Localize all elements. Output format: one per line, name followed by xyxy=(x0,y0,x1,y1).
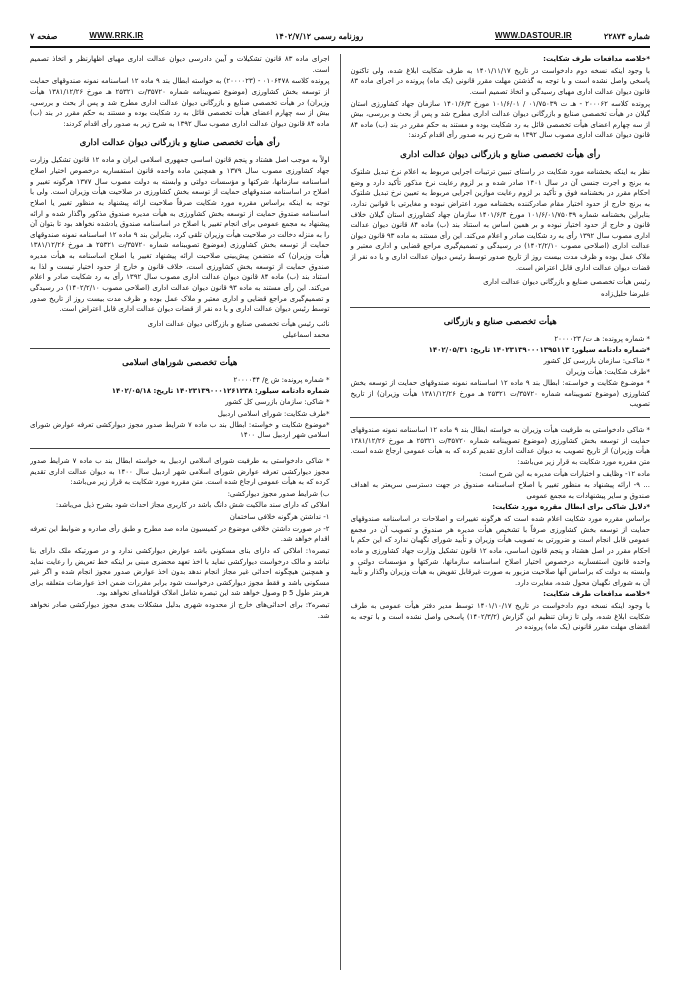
rrk-link[interactable]: WWW.RRK.IR xyxy=(89,30,144,40)
signature-title: نائب رئیس هیأت تخصصی صنایع و بازرگانی دیوان عدالت اداری xyxy=(147,319,330,328)
page-columns xyxy=(30,54,650,970)
paragraph: ۱- نداشتن هرگونه خلافی ساختمان xyxy=(229,513,330,521)
meta-divider xyxy=(350,417,650,418)
paragraph: املاکی که دارای سند مالکیت شش دانگ باشد در کاربری مجاز احداث شود بشرح ذیل می‌باشد: xyxy=(55,501,330,510)
plaintiff: * شاکی: سازمان بازرسی کل کشور xyxy=(225,398,330,407)
column-divider xyxy=(340,54,341,970)
header-left-group xyxy=(30,30,143,42)
ruling-text: اولاً به موجب اصل هشتاد و پنجم قانون اساسی جمهوری اسلامی ایران و ماده ۱۲ قانون تشکیل وزارت جهاد کشاورزی مصوب سال ۱۳۷۹ و همچنین ماده واحده قانون استفساریه درخصوص اختیار اصلاح اساسنامه سازمانها، شرکتها و مؤسسات دولتی و وابسته به دولت مصوب سال ۱۳۷۷ هرگونه تغییر و اصلاح در اساسنامه صندوقهای حمایت از توسعه بخش کشاورزی در صلاحیت هیأت وزیران است. ولی با توجه به اینکه براساس مقرره مورد شکایت صرفاً صلاحیت ارائه پیشنهاد به منظور تغییر یا اصلاح اساسنامه صندوق حمایت از توسعه بخش کشاورزی به هیأت مدیره صندوق مذکور واگذار شده و ارائه پیشنهاد به مجمع عمومی برای انجام تغییر یا اصلاح در اساسنامه صندوق یادشده نخواهد بود تا بتوان آن را به منزله دخالت در صلاحیت هیأت وزیران تلقی کرد، بنابراین بند ۹ ماده ۱۲ اساسنامه نمونه صندوقهای حمایت از توسعه بخش کشاورزی (موضوع تصویبنامه شماره ۳۵۷۲۰/ت ۲۵۳۲۱ هـ مورخ ۱۳۸۱/۱۲/۲۶ هیأت وزیران) که متضمن پیش‌بینی صلاحیت ارائه پیشنهاد تغییر یا اصلاح اساسنامه به هیأت مدیره صندوق حمایت از توسعه بخش کشاورزی است، خلاف قانون و خارج از حدود اختیار نیست و لذا به استناد بند (ب) ماده ۸۴ قانون دیوان عدالت اداری مصوب سال ۱۳۹۲ رأی به رد شکایت صادر و اعلام می‌کند. این رأی مستند به ماده ۹۳ قانون دیوان عدالت اداری (اصلاحی مصوب ۱۴۰۲/۲/۱۰) در رسیدگی و تصمیم‌گیری مراجع قضایی و اداری معتبر و ملاک عمل بوده و ظرف مدت بیست روز از تاریخ صدور توسط رئیس دیوان عدالت اداری و یا ده نفر از قضات دیوان عدالت اداری قابل اعتراض است. xyxy=(29,156,330,314)
paragraph: ... ۹- ارائه پیشنهاد به منظور تغییر یا اصلاح اساسنامه صندوق در جهت دسترسی سریعتر به اهداف صندوق و سایر پیشنهادات به مجمع عمومی xyxy=(350,481,650,500)
paragraph: * شاکی دادخواستی به طرفیت شورای اسلامی اردبیل به خواسته ابطال بند ب ماده ۷ شرایط صدور مجوز دیوارکشی تعرفه عوارض شورای اسلامی شهر اردبیل سال ۱۴۰۰ به دیوان عدالت اداری تقدیم کرده که به هیأت عمومی ارجاع شده است. متن مقرره مورد شکایت به قرار زیر می‌باشد: xyxy=(29,456,330,487)
case-number: * شماره پرونده: هـ ت/ ۲۰۰۰۰۲۳ xyxy=(554,334,650,343)
ruling-text: نظر به اینکه بخشنامه مورد شکایت در راستای تبیین ترتیبات اجرایی مربوط به اعلام نرخ تبدیل شلتوک به برنج و اجرت جنسی آن در سال ۱۴۰۱ صادر شده و بر لزوم رعایت نرخ مذکور تأکید دارد و وضع احکام مقرر در بخشنامه فوق و تأکید بر لزوم رعایت موازین اجرایی مربوط به تعیین نرخ تبدیل شلتوک به برنج خارج از حدود اختیار مقام صادرکننده بخشنامه مورد اعتراض نبوده و مغایرتی با قوانین ندارد، بنابراین بخشنامه شماره ۱۰۱/۶/۰۱/۷۵۰۳۹ مورخ ۱۴۰۱/۶/۳ سازمان جهاد کشاورزی استان گیلان خلاف قانون و خارج از حدود اختیار نبوده و بر همین اساس به استناد بند (ب) ماده ۸۴ قانون دیوان عدالت اداری مصوب سال ۱۳۹۲ رأی به رد شکایت صادر و اعلام می‌کند. این رأی مستند به ماده ۹۳ قانون دیوان عدالت اداری (اصلاحی مصوب ۱۴۰۲/۲/۱۰) در رسیدگی و تصمیم‌گیری مراجع قضایی و اداری معتبر و ملاک عمل بوده و ظرف مدت بیست روز از تاریخ صدور توسط رئیس دیوان عدالت اداری و یا ده نفر از قضات دیوان عدالت اداری قابل اعتراض است. xyxy=(350,168,650,272)
paragraph: ۲- در صورت داشتن خلافی موضوع در کمیسیون ماده صد مطرح و طبق رأی صادره و ضوابط این تعرفه اقدام خواهد شد. xyxy=(29,524,330,544)
right-column xyxy=(350,54,650,970)
paragraph: پرونده کلاسه ۲۰۰۰۶۲ - هـ ت ۰۱/۷۵۰۳۹ / ۱۰۱/۶/۰۱ مورخ ۱۴۰۱/۶/۳ سازمان جهاد کشاورزی استان گیلان در هیأت تخصصی صنایع و بازرگانی دیوان عدالت اداری مطرح شد و پس از بحث و بررسی، بیش از سه چهارم اعضای هیأت تخصصی قائل به رد شکایت بوده و مستند به حکم مقرر در بند (ب) ماده ۸۴ قانون دیوان عدالت اداری مصوب سال ۱۳۹۲ به شرح زیر به صدور رأی اقدام کردند: xyxy=(350,99,650,140)
defendant: *طرف شکایت: شورای اسلامی اردبیل xyxy=(217,409,330,418)
paragraph: ب) شرایط صدور مجوز دیوارکشی: xyxy=(227,489,330,498)
plaintiff: * شاکـی: سازمان بازرسی کل کشور xyxy=(543,356,650,365)
paragraph: تبصره۲: برای احداثی‌های خارج از محدوده شهری بدلیل مشکلات بعدی مجوز دیوارکشی صادر نخواهد شد. xyxy=(29,601,330,620)
left-column xyxy=(30,54,330,970)
signature-name: محمد اسماعیلی xyxy=(282,331,330,340)
case-meta xyxy=(30,375,330,441)
section-title: هیأت تخصصی شوراهای اسلامی xyxy=(122,358,238,369)
page-number: صفحه ۷ xyxy=(30,30,58,41)
paragraph: تبصره۱: املاکی که دارای بنای مسکونی باشد عوارض دیوارکشی ندارد و در صورتیکه ملک دارای بنا نباشد و مالک درخواست دیوارکشی نماید با اخذ تعهد محضری مبنی بر اینکه خط تعریض را رعایت نماید و همچنین هیچگونه احداثی غیر مجاز انجام ندهد بدون اخذ عوارض صدور مجوز انجام شده و اگر غیر مسکونی باشد و فقط مجوز دیوارکشی درخواست شود برابر مقررات ضمن اخذ عوارضات متعلقه برای هرمتر طول p 5 وصول خواهد شد این تبصره شامل املاک قولنامه‌ای نخواهد بود. xyxy=(29,546,330,598)
defendant: *طرف شکایت: هیأت وزیران xyxy=(565,368,650,376)
paragraph: براساس مقرره مورد شکایت اعلام شده است که هرگونه تغییرات و اصلاحات در اساسنامه صندوقهای حمایت از توسعه بخش کشاورزی صرفاً با تشخیص هیأت مدیره هر صندوق و تصویب آن در مجمع عمومی قابل انجام است و ضرورتی به تصویب هیأت وزیران و تأیید شورای نگهبان ندارد که این حکم با احکام مقرر در اصل هشتاد و پنجم قانون اساسی، ماده ۱۲ قانون تشکیل وزارت جهاد کشاورزی و ماده واحده قانون استفساریه درخصوص اختیار اصلاح اساسنامه سازمانها، شرکتها و مؤسسات دولتی و وابسته به دولت که براساس آنها صلاحیت مزبور به صورت غیرقابل تفویض به هیأت وزیران واگذار و تأیید آن به شورای نگهبان محول شده، مغایرت دارد. xyxy=(350,515,650,587)
paragraph: پرونده کلاسه ۰۱۰۶۴۷۸ - (۲۰۰۰۰۲۳) به خواسته ابطال بند ۹ ماده ۱۲ اساسنامه نمونه صندوقهای حمایت از توسعه بخش کشاورزی (موضوع تصویبنامه شماره ۳۵۷۲۰/ت ۲۵۳۲۱ هـ مورخ ۱۳۸۱/۱۲/۲۶ هیأت وزیران) در هیأت تخصصی صنایع و بازرگانی دیوان عدالت اداری مطرح شد و پس از بحث و بررسی، بیش از سه چهارم اعضای هیأت تخصصی قائل به رد شکایت بوده و مستند به حکم مقرر در بند (ب) ماده ۸۴ قانون دیوان عدالت اداری مصوب سال ۱۳۹۲ به شرح زیر به صدور رأی اقدام کردند: xyxy=(29,77,330,128)
newspaper-date: روزنامه رسمی ۱۴۰۲/۷/۱۲ xyxy=(275,30,364,41)
paragraph: ماده ۱۲- وظایف و اختیارات هیأت مدیره به این شرح است: xyxy=(479,469,650,478)
signature-name: علیرضا خلیل‌زاده xyxy=(601,289,650,298)
ruling-title: رأی هیأت تخصصی صنایع و بازرگانی دیوان عدالت اداری xyxy=(400,150,601,160)
subject: *موضوع شکایت و خواسته: ابطال بند ب ماده ۷ شرایط صدور مجوز دیوارکشی تعرفه عوارض شورای اسلامی شهر اردبیل سال ۱۴۰۰ xyxy=(29,420,330,440)
section-divider xyxy=(350,307,650,308)
paragraph: با وجود اینکه نسخه دوم دادخواست در تاریخ ۱۴۰۱/۱۱/۱۷ به طرف شکایت ابلاغ شده، ولی تاکنون پاسخی واصل نشده است و با توجه به گذشتن مهلت مقرر قانونی (یک ماه) پرونده در اجرای ماده ۸۳ قانون دیوان عدالت اداری مهیای رسیدگی و اتخاذ تصمیم است. xyxy=(350,66,650,96)
case-meta xyxy=(350,334,650,410)
judgment-number: شماره دادنامه سیلور: ۱۴۰۲۳۱۳۹۰۰۰۱۲۶۱۲۳۸ تاریخ: ۱۴۰۲/۰۵/۱۸ xyxy=(111,387,330,396)
meta-divider xyxy=(30,448,330,449)
judgment-number: *شماره دادنامه سیلور: ۱۴۰۲۳۱۳۹۰۰۰۱۳۹۵۱۱۳ تاریخ: ۱۴۰۲/۰۵/۳۱ xyxy=(428,345,650,354)
dastour-link[interactable]: WWW.DASTOUR.IR xyxy=(495,30,572,40)
paragraph: با وجود اینکه نسخه دوم دادخواست در تاریخ ۱۴۰۱/۱۰/۱۷ توسط مدیر دفتر هیأت عمومی به طرف شکایت ابلاغ شده، ولی تا زمان تنظیم این گزارش (۱۴۰۲/۳/۲) پاسخی واصل نشده است و با توجه به انقضای مهلت مقرر قانونی (یک ماه) پرونده در xyxy=(350,602,650,632)
section-title: هیأت تخصصی صنایع و بازرگانی xyxy=(443,316,557,327)
ruling-title: رأی هیأت تخصصی صنایع و بازرگانی دیوان عدالت اداری xyxy=(79,138,280,149)
page-header xyxy=(30,26,650,48)
defense-summary-heading: *خلاصه مدافعات طرف شکایت: xyxy=(543,55,650,63)
issue-number: شماره ۲۲۸۷۳ xyxy=(603,30,650,41)
signature-title: رئیس هیأت تخصصی صنایع و بازرگانی دیوان عدالت اداری xyxy=(483,278,650,287)
section-divider xyxy=(30,348,330,349)
plaintiff-reasons-heading: *دلایل شاکی برای ابطال مقرره مورد شکایت: xyxy=(492,503,650,512)
paragraph: * شاکی دادخواستی به طرفیت هیأت وزیران به خواسته ابطال بند ۹ ماده ۱۲ اساسنامه نمونه صندوقهای حمایت از توسعه بخش کشاورزی (موضوع تصویبنامه شماره ۳۵۷۲۰/ت ۲۵۳۲۱ هـ مورخ ۱۳۸۱/۱۲/۲۶ هیأت وزیران) از تاریخ تصویب به دیوان عدالت اداری تقدیم کرده که به هیأت عمومی ارجاع شده است. متن مقرره مورد شکایت به قرار زیر می‌باشد: xyxy=(350,426,650,466)
paragraph: اجرای ماده ۸۳ قانون تشکیلات و آیین دادرسی دیوان عدالت اداری مهیای اظهارنظر و اتخاذ تصمیم است. xyxy=(29,55,330,74)
subject: * موضـوع شکایت و خواسـته: ابطال بند ۹ ماده ۱۲ اساسنامه نمونه صندوقهای حمایت از توسعه بخش کشاورزی (موضوع تصویبنامه شماره ۳۵۷۲۰/ت ۲۵۳۲۱ هـ مورخ ۱۳۸۱/۱۲/۲۶ هیأت وزیران) از تاریخ تصویب xyxy=(350,379,650,409)
case-number: * شماره پرونده: ش ع/ ۲۰۰۰۰۴۴ xyxy=(233,376,330,385)
defense-summary-heading: *خلاصه مدافعات طرف شکایت: xyxy=(543,590,650,599)
header-right-group xyxy=(495,30,650,42)
